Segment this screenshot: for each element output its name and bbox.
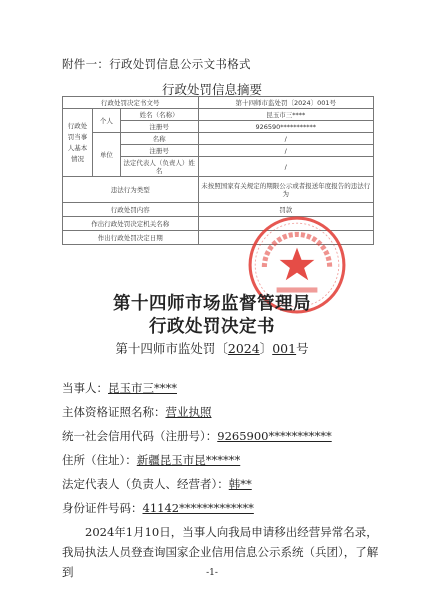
party-value: 昆玉市三****: [108, 381, 177, 395]
field-party: 当事人：昆玉市三****: [62, 381, 177, 395]
document-title-agency: 第十四师市场监督管理局: [113, 294, 311, 314]
violation-label: 违法行为类型: [63, 177, 199, 203]
doc-no-value: 第十四师市监处罚〔2024〕001号: [198, 97, 373, 109]
party-label: 行政处罚当事人基本情况: [63, 109, 93, 177]
unit-name-value: /: [198, 133, 373, 145]
subject-value: 营业执照: [165, 405, 212, 419]
field-subject: 主体资格证照名称：营业执照: [62, 405, 212, 419]
field-id-number: 身份证件号码：41142*************: [62, 501, 254, 515]
field-credit-code: 统一社会信用代码（注册号）：9265900***********: [62, 429, 332, 443]
date-label: 作出行政处罚决定日期: [63, 231, 199, 245]
doc-no-label: 行政处罚决定书文号: [63, 97, 199, 109]
ind-reg-label: 注册号: [120, 121, 198, 133]
address-value: 新疆昆玉市昆******: [136, 453, 241, 467]
document-title-decision: 行政处罚决定书: [149, 317, 275, 337]
legal-rep-value: /: [198, 157, 373, 177]
ind-name-label: 姓名（名称）: [120, 109, 198, 121]
credit-value: 9265900***********: [217, 429, 332, 443]
authority-label: 作出行政处罚决定机关名称: [63, 217, 199, 231]
doc-no-mid: 〕: [259, 341, 273, 356]
individual-label: 个人: [92, 109, 120, 133]
unit-name-label: 名称: [120, 133, 198, 145]
doc-no-suffix: 号: [296, 341, 309, 356]
violation-value: 未按照国家有关规定的期限公示或者报送年度报告的违法行为: [198, 177, 373, 203]
page-number: -1-: [206, 568, 218, 578]
field-legal-rep: 法定代表人（负责人、经营者）：韩**: [62, 477, 252, 491]
penalty-content-value: 罚款: [198, 203, 373, 217]
legal-value: 韩**: [228, 477, 252, 491]
penalty-content-label: 行政处罚内容: [63, 203, 199, 217]
document-number: [0, 339, 424, 357]
field-address: 住所（住址）：新疆昆玉市昆******: [62, 453, 241, 467]
id-value: 41142*************: [142, 501, 254, 515]
body-paragraph: 2024年1月10日，当事人向我局申请移出经营异常名录，我局执法人员登查询国家企业信用信息公示系统（兵团），了解到: [62, 525, 379, 579]
unit-reg-value: /: [198, 145, 373, 157]
ind-reg-value: 926590***********: [198, 121, 373, 133]
legal-rep-label: 法定代表人（负责人）姓名: [120, 157, 198, 177]
unit-label: 单位: [92, 133, 120, 177]
unit-reg-label: 注册号: [120, 145, 198, 157]
doc-no-prefix: 第十四师市监处罚〔: [115, 341, 228, 356]
doc-no-num: 001: [272, 341, 297, 356]
doc-no-year: 2024: [227, 341, 260, 356]
attachment-heading: 附件一：行政处罚信息公示文书格式: [62, 57, 251, 71]
summary-title: 行政处罚信息摘要: [161, 82, 262, 97]
ind-name-value: 昆玉市三****: [198, 109, 373, 121]
